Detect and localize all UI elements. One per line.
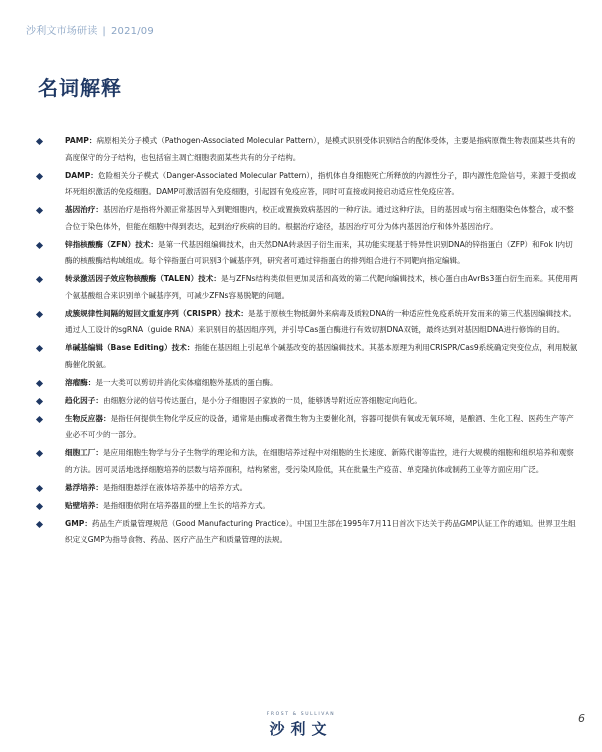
- diamond-bullet-icon: [36, 484, 43, 491]
- glossary-term: DAMP：: [65, 170, 98, 180]
- glossary-definition: 是应用细胞生物学与分子生物学的理论和方法，在细胞培养过程中对细胞的生长速度、新陈代谢等监控，进行大规模的细胞和组织培养和观察的方法。因可灵活地选择细胞培养的层数与培养面积，结构紧密，受污染风险低，其在批量生产疫苗、单克隆抗体或制药工业等方面应用广泛。: [65, 448, 574, 474]
- glossary-entry: [0, 306, 602, 339]
- glossary-definition: 指能在基因组上引起单个碱基改变的基因编辑技术。其基本原理为利用CRISPR/Cas9系统确定突变位点，利用脱氨酶催化脱氨。: [65, 343, 578, 369]
- glossary-entry: [0, 498, 602, 515]
- glossary-definition: 药品生产质量管理规范（Good Manufacturing Practice）。中国卫生部在1995年7月11日首次下达关于药品GMP认证工作的通知。世界卫生组织定义GMP为指导食物、药品、医疗产品生产和质量管理的法规。: [65, 518, 576, 544]
- glossary-definition: 是一大类可以剪切并消化实体瘤细胞外基质的蛋白酶。: [95, 377, 278, 387]
- diamond-bullet-icon: [36, 241, 43, 248]
- glossary-definition: 是基于原核生物抵御外来病毒及质粒DNA的一种适应性免疫系统开发而来的第三代基因编辑技术。通过人工设计的sgRNA（guide RNA）来识别目的基因组序列，并引导Cas蛋白酶进行有效切割DNA双链，最终达到对基因组DNA进行修饰的目的。: [65, 308, 577, 334]
- glossary-term: GMP：: [65, 518, 92, 528]
- glossary-term: 贴壁培养：: [65, 500, 103, 510]
- diamond-bullet-icon: [36, 502, 43, 509]
- glossary-definition: 病原相关分子模式（Pathogen-Associated Molecular Pattern），是模式识别受体识别结合的配体受体，主要是指病原微生物表面某些共有的高度保守的分子结构，也包括宿主凋亡细胞表面某些共有的分子结构。: [65, 136, 576, 162]
- diamond-bullet-icon: [36, 207, 43, 214]
- page-number: 6: [578, 712, 585, 725]
- glossary-term: 基因治疗：: [65, 205, 103, 214]
- diamond-bullet-icon: [36, 379, 43, 386]
- brand-english: FROST & SULLIVAN: [266, 712, 336, 717]
- report-header: [26, 22, 154, 37]
- diamond-bullet-icon: [36, 397, 43, 404]
- glossary-list: [0, 133, 602, 550]
- diamond-bullet-icon: [36, 172, 43, 179]
- glossary-definition: 是指细胞悬浮在液体培养基中的培养方式。: [102, 482, 248, 492]
- glossary-term: 生物反应器：: [65, 413, 111, 423]
- glossary-term: 趋化因子：: [65, 395, 103, 405]
- glossary-definition: 危险相关分子模式（Danger-Associated Molecular Pattern），指机体自身细胞死亡所释放的内源性分子，即内源性危险信号，来源于受损或坏死组织激活的免疫细胞。DAMP可激活固有免疫细胞，引起固有免疫应答，同时可直接或间接启动适应性免疫应答。: [65, 170, 576, 196]
- glossary-entry: [0, 393, 602, 410]
- diamond-bullet-icon: [36, 450, 43, 457]
- glossary-term: 单碱基编辑（Base Editing）技术：: [65, 343, 195, 352]
- glossary-term: 悬浮培养：: [65, 482, 103, 492]
- glossary-entry: [0, 271, 602, 304]
- glossary-entry: [0, 133, 602, 166]
- glossary-entry: [0, 411, 602, 444]
- diamond-bullet-icon: [36, 310, 43, 317]
- page-title: 名词解释: [38, 76, 122, 100]
- glossary-entry: [0, 168, 602, 201]
- glossary-entry: [0, 375, 602, 392]
- glossary-definition: 是与ZFNs结构类似但更加灵活和高效的第二代靶向编辑技术，核心蛋白由AvrBs3蛋白衍生而来。其使用两个氨基酸组合来识别单个碱基序列，可减少ZFNs容易脱靶的问题。: [65, 274, 578, 300]
- glossary-term: 溶瘤酶：: [65, 377, 96, 387]
- publisher-name: 沙利文市场研读: [26, 26, 98, 37]
- glossary-entry: [0, 202, 602, 235]
- glossary-entry: [0, 237, 602, 270]
- glossary-term: PAMP：: [65, 136, 97, 145]
- footer-logo: [0, 712, 602, 739]
- glossary-term: 细胞工厂：: [65, 448, 103, 457]
- diamond-bullet-icon: [36, 415, 43, 422]
- diamond-bullet-icon: [36, 520, 43, 527]
- glossary-term: 转录激活因子效应物核酸酶（TALEN）技术：: [65, 274, 221, 283]
- glossary-entry: [0, 340, 602, 373]
- glossary-entry: [0, 480, 602, 497]
- glossary-definition: 是指细胞依附在培养器皿的壁上生长的培养方式。: [102, 500, 271, 510]
- report-date: 2021/09: [110, 26, 154, 37]
- diamond-bullet-icon: [36, 345, 43, 352]
- glossary-definition: 基因治疗是指将外源正常基因导入到靶细胞内，校正或置换致病基因的一种疗法。通过这种疗法，目的基因或与宿主细胞染色体整合，或不整合位于染色体外，但能在细胞中得到表达，起到治疗疾病的目的。根据治疗途径，基因治疗可分为体内基因治疗和体外基因治疗。: [65, 205, 574, 231]
- diamond-bullet-icon: [36, 138, 43, 145]
- glossary-definition: 由细胞分泌的信号传达蛋白，是小分子细胞因子家族的一员，能够诱导附近应答细胞定向趋化。: [102, 395, 422, 405]
- glossary-definition: 是第一代基因组编辑技术，由天然DNA转录因子衍生而来，其功能实现基于特异性识别DNA的锌指蛋白（ZFP）和Fok I内切酶的核酸酶结构域组成。每个锌指蛋白可识别3个碱基序列，研究者可通过锌指蛋白的排列组合进行不同靶向指定编辑。: [65, 239, 573, 265]
- glossary-term: 锌指核酸酶（ZFN）技术：: [65, 239, 158, 249]
- glossary-term: 成簇规律性间隔的短回文重复序列（CRISPR）技术：: [65, 308, 249, 318]
- glossary-entry: [0, 516, 602, 549]
- glossary-entry: [0, 445, 602, 478]
- glossary-definition: 是指任何提供生物化学反应的设备，通常是由酶或者微生物为主要催化剂，容器可提供有氧或无氧环境，是酿酒、生化工程、医药生产等产业必不可少的一部分。: [65, 413, 574, 439]
- brand-chinese: 沙利文: [269, 720, 333, 738]
- header-separator: |: [102, 26, 106, 37]
- diamond-bullet-icon: [36, 276, 43, 283]
